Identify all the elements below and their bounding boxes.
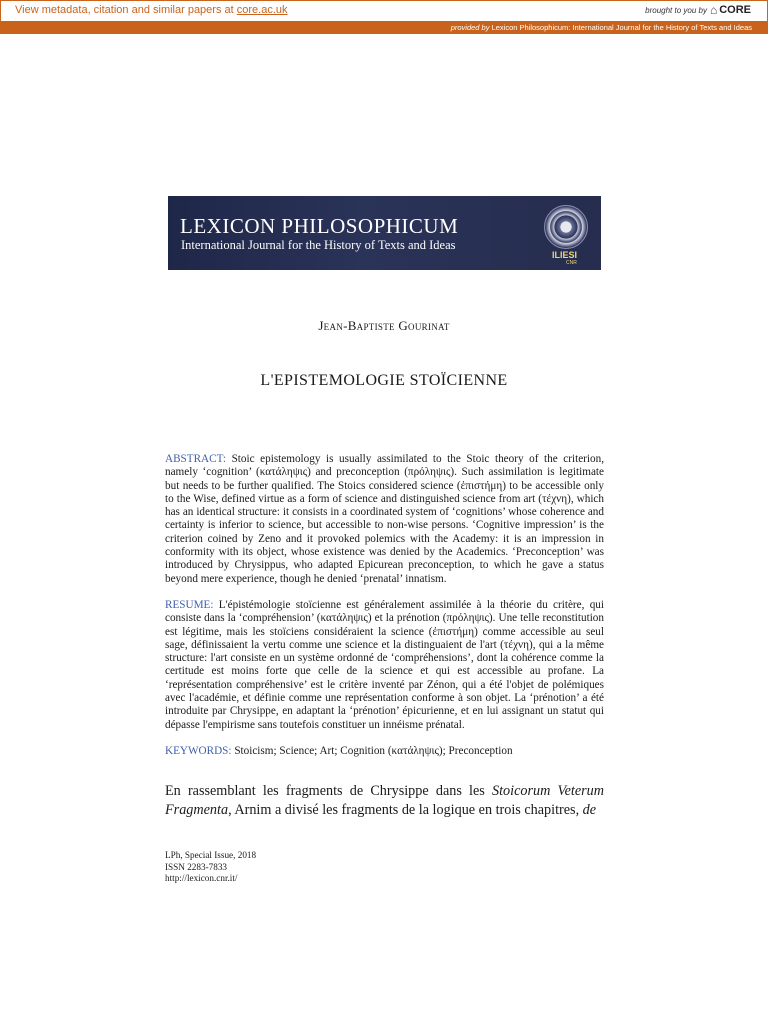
- brought-to-you-text: brought to you by: [645, 5, 707, 15]
- author-last-name: Gourinat: [398, 318, 450, 333]
- provided-by-bar: [0, 21, 768, 34]
- core-link[interactable]: core.ac.uk: [236, 4, 288, 16]
- keywords-paragraph: [165, 745, 604, 758]
- body-text-part2: , Arnim a divisé les fragments de la logique en trois chapitres,: [228, 802, 583, 818]
- provided-source: Lexicon Philosophicum: International Journal for the History of Texts and Ideas: [489, 23, 752, 32]
- iliesi-label: ILIESI: [552, 250, 578, 260]
- core-prefix: View metadata, citation and similar papers at: [15, 4, 237, 16]
- keywords-label: KEYWORDS:: [165, 745, 232, 757]
- cnr-label: CNR: [566, 260, 577, 266]
- footer-issue: LPh, Special Issue, 2018: [165, 850, 257, 860]
- footer-url[interactable]: http://lexicon.cnr.it/: [165, 873, 238, 883]
- article-author: [0, 318, 768, 334]
- resume-text: L'épistémologie stoïcienne est généralement assimilée à la théorie du critère, qui consiste dans la ‘compréhension’ (κατάληψις) et la prénotion (πρόληψις). Une telle reconstitution est légitime, mais les stoïciens considéraient la science (ἐπιστήμη) comme accessible au seul sage, définissaient la vertu comme une science et la distinguaient de l'art (τέχνη), qui a la même structure: l'art consiste en un système ordonné de ‘compréhensions’, dont la cohérence comme la certitude est moins forte que celle de la science et qui est accessible au profane. La ‘représentation compréhensive’ est le critère inventé par Zénon, qui a été l'objet de polémiques avec l'académie, et définie comme une représentation conforme à son objet. La ‘prénotion’ a été introduite par Chrysippe, en adaptant la ‘prénotion’ épicurienne, et en lui assignant un statut qui dépasse l'empirisme sans toutefois constituer un innéisme prénatal.: [165, 599, 604, 731]
- abstract-paragraph: [165, 453, 604, 586]
- footer-issn: ISSN 2283-7833: [165, 861, 228, 872]
- abstract-text: Stoic epistemology is usually assimilated to the Stoic theory of the criterion, namely ‘cognition’ (κατάληψις) and preconception (πρόληψις). Such assimilation is legitimate but needs to be further qualified. The Stoics considered science (ἐπιστήμη) to be accessible only to the Wise, defined virtue as a form of science and distinguished science from art (τέχνη), which has an identical structure: it consists in a coordinated system of ‘cognitions’ whose coherence and certainty is inferior to science, but accessible to non-wise persons. ‘Cognitive impression’ is the criterion coined by Zeno and it provoked polemics with the Academy: it is an impression in conformity with its object, whose existence was denied by the Academics. ‘Preconception’ was introduced by Chrysippus, who adapted Epicurean preconception, to which he gave a status beyond mere experience, though he denied ‘prenatal’ innatism.: [165, 453, 604, 585]
- journal-title: LEXICON PHILOSOPHICUM: [180, 214, 459, 238]
- provided-label: provided by: [450, 23, 490, 32]
- publication-footer: [165, 850, 465, 885]
- author-first-name: Jean-Baptiste: [318, 318, 395, 333]
- journal-banner: [168, 196, 601, 270]
- body-text-part1: En rassemblant les fragments de Chrysippe dans les: [165, 783, 492, 799]
- iliesi-seal-icon: [544, 205, 588, 249]
- article-title: L'EPISTEMOLOGIE STOÏCIENNE: [260, 372, 508, 389]
- core-header-bar: [0, 0, 768, 22]
- abstract-label: ABSTRACT:: [165, 453, 226, 465]
- body-text-italic2: de: [582, 802, 597, 818]
- core-metadata-text: [15, 4, 288, 16]
- body-paragraph: [165, 782, 604, 820]
- core-logo[interactable]: [710, 3, 751, 17]
- core-logo-icon: ⌂: [709, 3, 718, 17]
- core-brand-text: CORE: [719, 4, 751, 16]
- journal-subtitle: International Journal for the History of Texts and Ideas: [181, 238, 456, 252]
- resume-label: RESUME:: [165, 599, 214, 611]
- keywords-text: Stoicism; Science; Art; Cognition (κατάληψις); Preconception: [231, 745, 513, 757]
- core-brand[interactable]: [645, 3, 751, 17]
- body-text-italic1: Stoicorum Veterum Fragmenta: [165, 783, 604, 818]
- resume-paragraph: [165, 599, 604, 732]
